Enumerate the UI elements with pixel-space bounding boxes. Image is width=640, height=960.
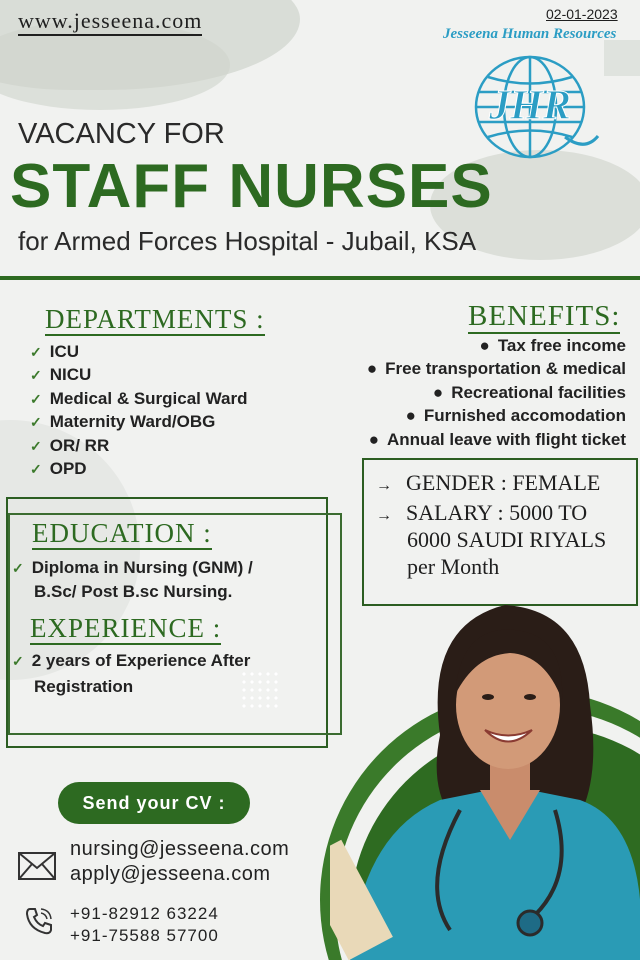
- education-text: ✓ Diploma in Nursing (GNM) / B.Sc/ Post B.sc Nursing.: [12, 558, 253, 601]
- nurse-photo: [330, 585, 640, 960]
- departments-list: [30, 342, 247, 482]
- email-apply-link[interactable]: apply@jesseena.com: [70, 863, 271, 885]
- check-icon: ✓: [12, 653, 24, 669]
- check-icon: ✓: [30, 414, 42, 431]
- experience-text: ✓ 2 years of Experience After Registration: [12, 651, 251, 696]
- check-icon: ✓: [12, 560, 24, 576]
- company-logo: [470, 52, 600, 162]
- details-box-top-line: [362, 458, 636, 460]
- benefit-item: ● Annual leave with flight ticket: [368, 429, 626, 449]
- bullet-dot: ●: [405, 406, 416, 426]
- email-nursing-link[interactable]: nursing@jesseena.com: [70, 838, 290, 860]
- nurse-illustration-icon: [330, 585, 640, 960]
- salary-line: → SALARY : 5000 TO: [376, 500, 588, 525]
- dot-pattern: [240, 670, 280, 710]
- department-item: ✓ NICU: [30, 365, 92, 385]
- bullet-dot: ●: [432, 382, 444, 402]
- phone-1-link[interactable]: +91-82912 63224: [70, 904, 219, 923]
- check-icon: ✓: [30, 390, 42, 407]
- department-item: ✓ ICU: [30, 342, 80, 361]
- check-icon: ✓: [30, 437, 42, 454]
- company-name: Jesseena Human Resources: [443, 26, 617, 42]
- department-item: ✓ OR/ RR: [30, 435, 110, 455]
- send-cv-pill: Send your CV :: [58, 782, 250, 824]
- education-heading: EDUCATION :: [32, 518, 212, 548]
- gender-line: → GENDER : FEMALE: [376, 470, 601, 495]
- bullet-dot: ●: [479, 336, 490, 355]
- logo-text: JHR: [489, 83, 571, 129]
- benefits-heading: BENEFITS:: [468, 300, 621, 332]
- benefit-item: ● Tax free income: [479, 336, 626, 355]
- website-link[interactable]: www.jesseena.com: [18, 8, 202, 36]
- title-divider: [0, 276, 640, 280]
- bg-square-top-right: [604, 40, 640, 76]
- benefit-item: ● Recreational facilities: [432, 382, 626, 402]
- bullet-dot: ●: [366, 359, 378, 379]
- experience-heading: EXPERIENCE :: [30, 613, 222, 643]
- department-item: ✓ Maternity Ward/OBG: [30, 412, 216, 432]
- phone-icon: [24, 906, 54, 936]
- arrow-right-icon: →: [376, 507, 392, 524]
- check-icon: ✓: [30, 460, 42, 477]
- department-item: ✓ OPD: [30, 458, 87, 478]
- title-job: STAFF NURSES: [10, 152, 493, 221]
- check-icon: ✓: [30, 344, 42, 360]
- salary-period: per Month: [407, 554, 500, 579]
- benefit-item: ● Free transportation & medical: [366, 359, 626, 379]
- title-vacancy: VACANCY FOR: [18, 118, 225, 150]
- benefit-item: ● Furnished accomodation: [405, 406, 626, 426]
- department-item: ✓ Medical & Surgical Ward: [30, 388, 248, 408]
- arrow-right-icon: →: [376, 477, 392, 494]
- phone-2-link[interactable]: +91-75588 57700: [70, 926, 219, 945]
- envelope-icon: [18, 852, 56, 880]
- title-location: for Armed Forces Hospital - Jubail, KSA: [18, 226, 477, 256]
- departments-heading: DEPARTMENTS :: [45, 304, 265, 334]
- salary-amount: 6000 SAUDI RIYALS: [407, 527, 607, 552]
- check-icon: ✓: [30, 367, 42, 384]
- benefits-list: [367, 336, 626, 453]
- post-date: 02-01-2023: [546, 6, 618, 22]
- bullet-dot: ●: [368, 429, 380, 449]
